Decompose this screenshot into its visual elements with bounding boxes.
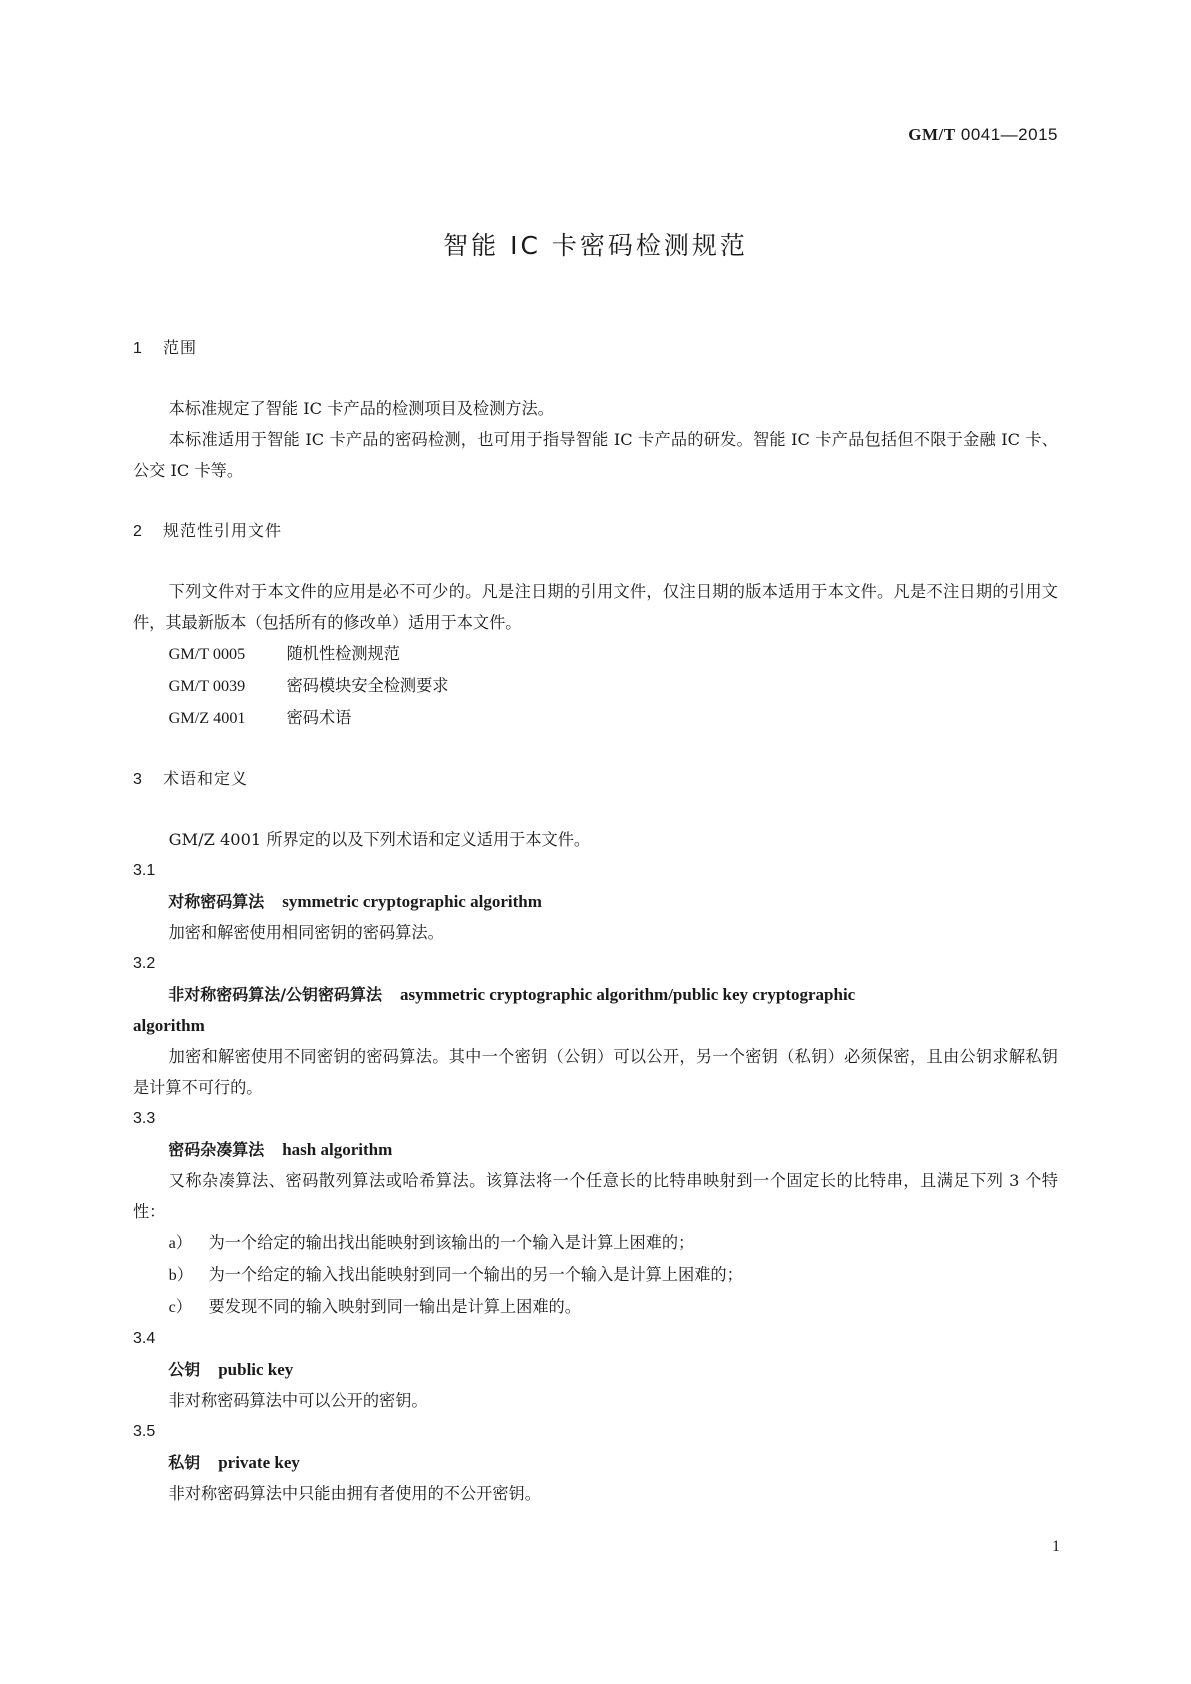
section-heading-normative-references (133, 516, 1058, 546)
section-heading-scope (133, 333, 1058, 363)
section-title: 范围 (163, 338, 198, 357)
reference-name: 随机性检测规范 (286, 644, 400, 663)
term-en: public key (218, 1360, 294, 1379)
section-number: 2 (133, 523, 143, 540)
term-zh: 密码杂凑算法 (168, 1140, 265, 1159)
standard-number: 0041—2015 (960, 125, 1058, 144)
page-number: 1 (1052, 1538, 1060, 1555)
list-text: 为一个给定的输出找出能映射到该输出的一个输入是计算上困难的； (208, 1233, 695, 1252)
list-text: 要发现不同的输入映射到同一输出是计算上困难的。 (208, 1297, 581, 1316)
term-heading (133, 1354, 1058, 1385)
section-heading-terms-definitions (133, 764, 1058, 794)
term-definition: 非对称密码算法中可以公开的密钥。 (168, 1391, 428, 1410)
term-number: 3.3 (133, 1110, 156, 1127)
term-heading (133, 886, 1058, 917)
list-label: a） (168, 1234, 192, 1252)
term-en: hash algorithm (282, 1140, 393, 1159)
reference-item (133, 670, 1058, 702)
term-number: 3.2 (133, 955, 156, 972)
term-definition: 加密和解密使用不同密钥的密码算法。其中一个密钥（公钥）可以公开，另一个密钥（私钥）必须保密，且由公钥求解私钥是计算不可行的。 (133, 1047, 1058, 1097)
reference-item (133, 702, 1058, 734)
term-definition: 又称杂凑算法、密码散列算法或哈希算法。该算法将一个任意长的比特串映射到一个固定长的比特串，且满足下列 3 个特性： (133, 1171, 1058, 1221)
term-definition: 非对称密码算法中只能由拥有者使用的不公开密钥。 (168, 1484, 541, 1503)
term-number: 3.4 (133, 1330, 156, 1347)
term-definition: 加密和解密使用相同密钥的密码算法。 (168, 923, 444, 942)
section-title: 术语和定义 (163, 769, 249, 788)
term-heading-continued (133, 1010, 1058, 1041)
term-en: asymmetric cryptographic algorithm/public key cryptographic (400, 985, 856, 1004)
term-zh: 公钥 (168, 1360, 201, 1379)
paragraph: 下列文件对于本文件的应用是必不可少的。凡是注日期的引用文件，仅注日期的版本适用于本文件。凡是不注日期的引用文件，其最新版本（包括所有的修改单）适用于本文件。 (133, 582, 1058, 632)
list-item (133, 1259, 1058, 1291)
term-number: 3.5 (133, 1423, 156, 1440)
paragraph: 本标准规定了智能 IC 卡产品的检测项目及检测方法。 (168, 399, 554, 418)
list-label: b） (168, 1266, 193, 1284)
term-zh: 私钥 (168, 1453, 201, 1472)
term-heading (133, 979, 1058, 1010)
standard-code (908, 125, 1058, 145)
term-en: private key (218, 1453, 300, 1472)
list-label: c） (168, 1298, 192, 1316)
list-item (133, 1291, 1058, 1323)
section-number: 3 (133, 771, 143, 788)
reference-code: GM/Z 4001 (168, 709, 246, 727)
reference-name: 密码模块安全检测要求 (286, 676, 449, 695)
reference-item (133, 638, 1058, 670)
section-title: 规范性引用文件 (163, 521, 283, 540)
term-heading (133, 1447, 1058, 1478)
list-text: 为一个给定的输入找出能映射到同一个输出的另一个输入是计算上困难的； (208, 1265, 743, 1284)
document-body (133, 333, 1058, 1509)
standard-prefix: GM/T (908, 125, 956, 144)
term-en-continued: algorithm (133, 1016, 205, 1035)
reference-code: GM/T 0005 (168, 645, 246, 663)
section-number: 1 (133, 340, 143, 357)
list-item (133, 1227, 1058, 1259)
term-zh: 非对称密码算法/公钥密码算法 (168, 985, 383, 1004)
paragraph: GM/Z 4001 所界定的以及下列术语和定义适用于本文件。 (168, 830, 591, 849)
document-title: 智能 IC 卡密码检测规范 (443, 231, 748, 260)
paragraph: 本标准适用于智能 IC 卡产品的密码检测，也可用于指导智能 IC 卡产品的研发。智能 IC 卡产品包括但不限于金融 IC 卡、公交 IC 卡等。 (133, 430, 1058, 480)
reference-name: 密码术语 (286, 708, 352, 727)
term-number: 3.1 (133, 862, 156, 879)
term-en: symmetric cryptographic algorithm (282, 892, 542, 911)
reference-code: GM/T 0039 (168, 677, 246, 695)
term-heading (133, 1134, 1058, 1165)
term-zh: 对称密码算法 (168, 892, 265, 911)
